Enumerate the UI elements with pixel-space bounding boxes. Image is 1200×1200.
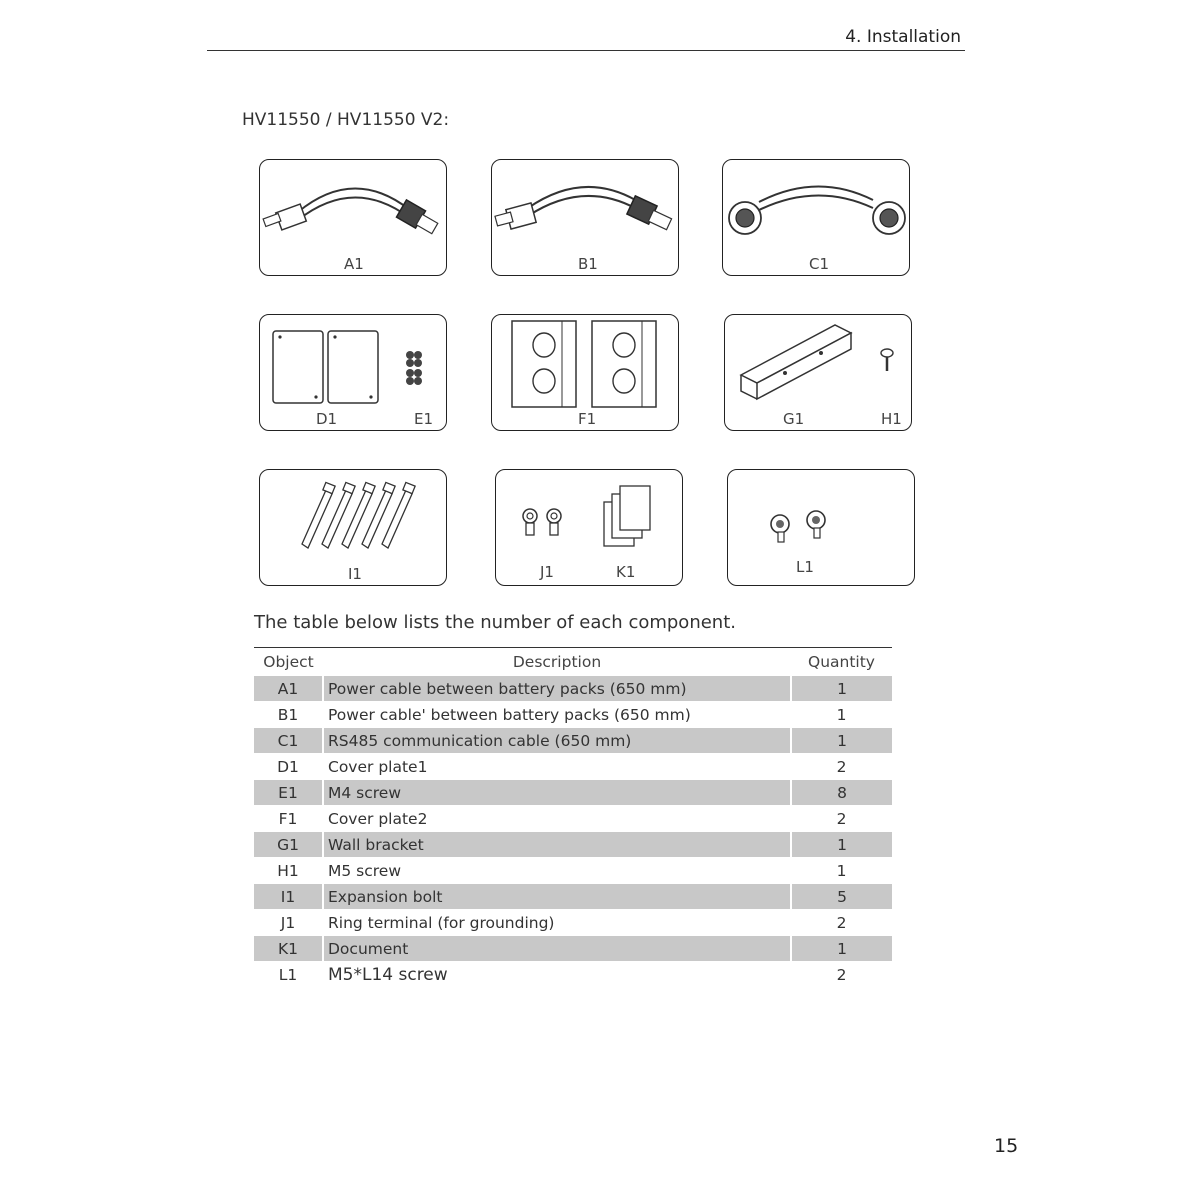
- label-k1: K1: [616, 563, 636, 581]
- header-rule: [207, 50, 965, 51]
- label-h1: H1: [881, 410, 902, 428]
- cell-object: B1: [254, 702, 323, 728]
- cell-description: M4 screw: [323, 780, 791, 806]
- component-box-g1-h1: [724, 314, 912, 431]
- header-description: Description: [512, 652, 602, 671]
- label-c1: C1: [809, 255, 830, 273]
- component-box-l1: [727, 469, 915, 586]
- component-box-b1: [491, 159, 679, 276]
- cell-object: F1: [254, 806, 323, 832]
- cell-quantity: 2: [791, 962, 892, 988]
- component-box-j1-k1: [495, 469, 683, 586]
- cell-object: E1: [254, 780, 323, 806]
- table-row: [254, 728, 892, 754]
- table-row: [254, 884, 892, 910]
- cell-quantity: 2: [791, 754, 892, 780]
- page-number: 15: [994, 1135, 1019, 1157]
- component-table: [254, 647, 892, 988]
- label-d1: D1: [316, 410, 338, 428]
- cell-description: Expansion bolt: [323, 884, 791, 910]
- cell-quantity: 1: [791, 832, 892, 858]
- cell-description: Ring terminal (for grounding): [323, 910, 791, 936]
- label-i1: I1: [348, 565, 362, 583]
- cell-description: RS485 communication cable (650 mm): [323, 728, 791, 754]
- table-header-row: [254, 648, 892, 676]
- table-row: [254, 832, 892, 858]
- cell-quantity: 8: [791, 780, 892, 806]
- cell-description: Document: [323, 936, 791, 962]
- table-row: [254, 858, 892, 884]
- label-g1: G1: [783, 410, 805, 428]
- cell-object: D1: [254, 754, 323, 780]
- cell-description: Power cable between battery packs (650 mm): [323, 676, 791, 702]
- table-row: [254, 702, 892, 728]
- cell-description: Cover plate2: [323, 806, 791, 832]
- cell-object: G1: [254, 832, 323, 858]
- table-row: [254, 936, 892, 962]
- table-row: [254, 754, 892, 780]
- table-row: [254, 806, 892, 832]
- cell-object: I1: [254, 884, 323, 910]
- table-row: [254, 780, 892, 806]
- cell-object: K1: [254, 936, 323, 962]
- component-box-f1: [491, 314, 679, 431]
- cell-object: C1: [254, 728, 323, 754]
- cell-description: M5 screw: [323, 858, 791, 884]
- cell-description: Cover plate1: [323, 754, 791, 780]
- cell-description: Power cable' between battery packs (650 mm): [323, 702, 791, 728]
- cell-quantity: 1: [791, 936, 892, 962]
- label-e1: E1: [414, 410, 434, 428]
- model-label: HV11550 / HV11550 V2:: [242, 110, 450, 130]
- cell-quantity: 2: [791, 910, 892, 936]
- header-object: Object: [263, 652, 314, 671]
- cell-quantity: 1: [791, 676, 892, 702]
- cell-quantity: 5: [791, 884, 892, 910]
- cell-object: L1: [254, 962, 323, 988]
- label-f1: F1: [578, 410, 597, 428]
- component-box-d1-e1: [259, 314, 447, 431]
- cell-quantity: 1: [791, 728, 892, 754]
- cell-description: Wall bracket: [323, 832, 791, 858]
- table-intro-text: The table below lists the number of each component.: [254, 612, 736, 633]
- ring-terminal-and-document-illustration: [496, 470, 684, 587]
- label-a1: A1: [344, 255, 364, 273]
- label-b1: B1: [578, 255, 598, 273]
- table-row: [254, 676, 892, 702]
- m5-screw-illustration: [728, 470, 916, 587]
- cell-quantity: 2: [791, 806, 892, 832]
- table-row: [254, 962, 892, 988]
- component-box-a1: [259, 159, 447, 276]
- cell-object: J1: [254, 910, 323, 936]
- cell-quantity: 1: [791, 702, 892, 728]
- table-row: [254, 910, 892, 936]
- header-quantity: Quantity: [808, 652, 875, 671]
- cell-object: H1: [254, 858, 323, 884]
- label-l1: L1: [796, 558, 814, 576]
- component-box-c1: [722, 159, 910, 276]
- cell-description: M5*L14 screw: [323, 962, 791, 988]
- label-j1: J1: [540, 563, 554, 581]
- section-title: 4. Installation: [845, 27, 961, 47]
- component-box-i1: [259, 469, 447, 586]
- cell-object: A1: [254, 676, 323, 702]
- cell-quantity: 1: [791, 858, 892, 884]
